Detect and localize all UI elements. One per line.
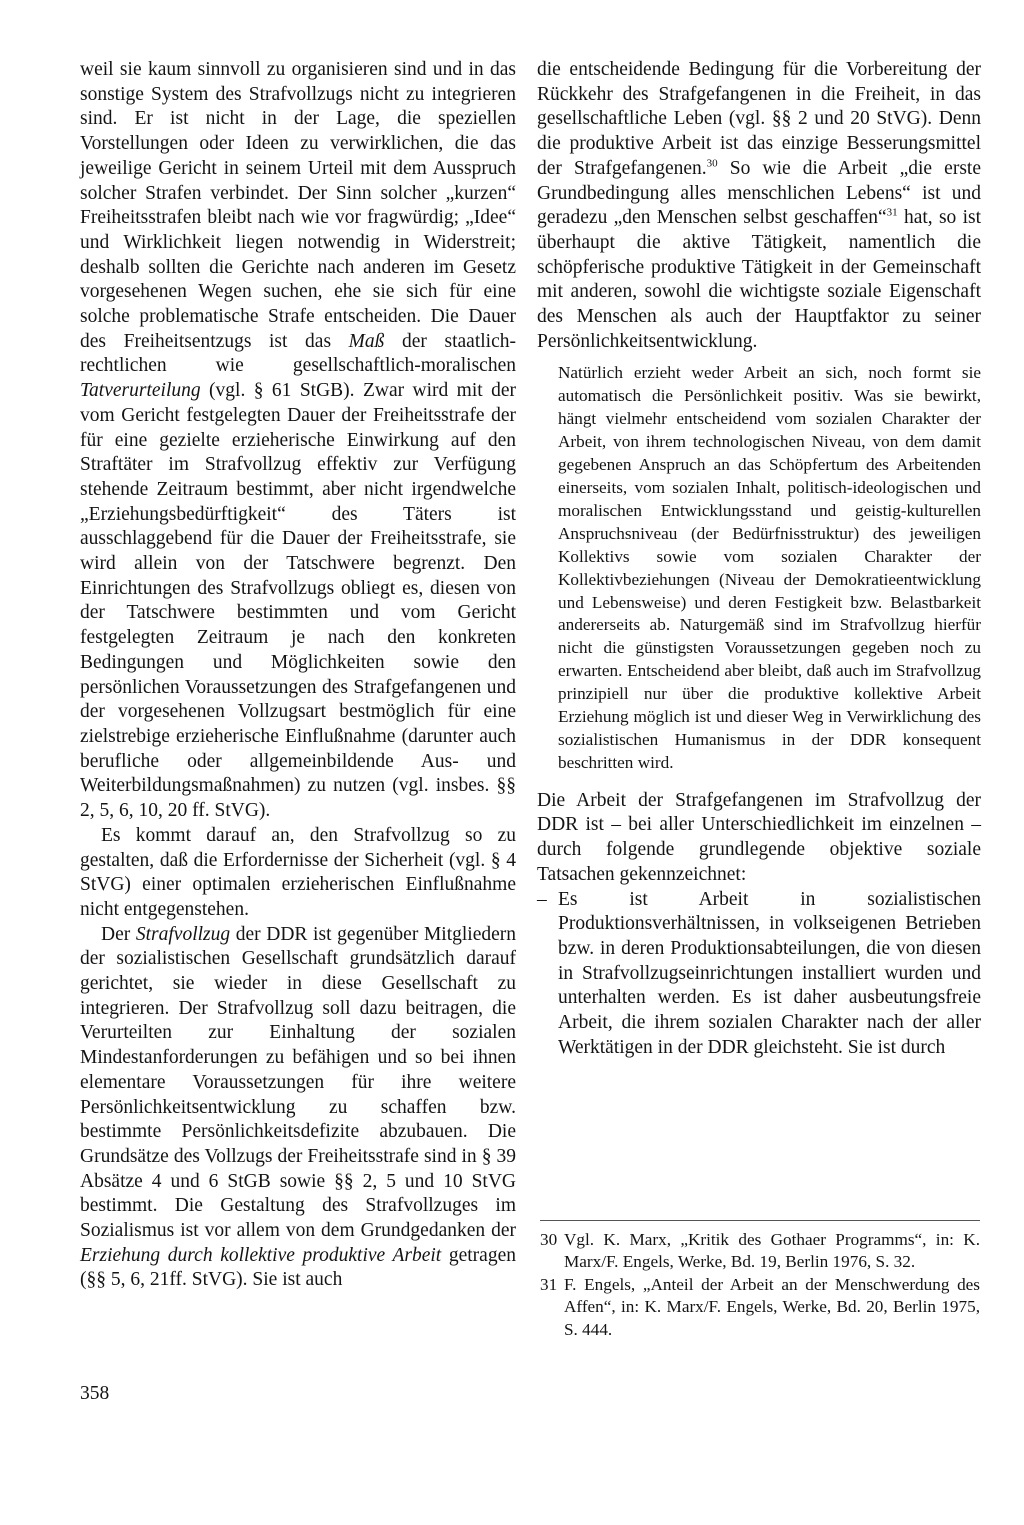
paragraph: die entscheidende Bedingung für die Vorbereitung der Rückkehr des Strafgefangenen in die Freiheit, in das gesellschaftliche Leben (vgl. §§ 2 und 20 StVG). Denn die produktive Arbeit ist das einzige Besserungsmittel der Strafgefangenen.$^{30}$ So wie die Arbeit „die erste Grundbedingung alles menschlichen Lebens“ ist und geradezu „den Menschen selbst geschaffen“$^{31}$ hat, so ist überhaupt die aktive Tätigkeit, namentlich die schöpferische produktive Tätigkeit in der Gemeinschaft mit anderen, sowohl die wichtigste soziale Eigenschaft des Menschen als auch der Hauptfaktor zu seiner Persönlichkeitsentwicklung. [537,59,981,352]
paragraph: Es kommt darauf an, den Strafvollzug so zu gestalten, daß die Erfordernisse der Sicherheit (vgl. § 4 StVG) einer optimalen erzieherischen Einflußnahme nicht entgegenstehen. [80,824,516,920]
footnote-number: 31 [540,1274,558,1294]
paragraph: Der Strafvollzug der DDR ist gegenüber Mitgliedern der sozialistischen Gesellschaft grundsätzlich darauf gerichtet, sie wieder in diese Gesellschaft zu integrieren. Der Strafvollzug soll dazu beitragen, die Verurteilten zur Einhaltung der sozialen Mindestanforderungen zu befähigen und so bei ihnen elementare Voraussetzungen für ihre weitere Persönlichkeitsentwicklung zu schaffen bzw. bestimmte Persönlichkeitsdefizite abzubauen. Die Grundsätze des Vollzugs der Freiheitsstrafe sind in § 39 Absätze 4 und 6 StGB sowie §§ 2, 5 und 10 StVG bestimmt. Die Gestaltung des Strafvollzuges im Sozialismus ist vor allem von dem Grundgedanken der Erziehung durch kollektive produktive Arbeit getragen (§§ 5, 6, 21ff. StVG). Sie ist auch [80,923,517,1291]
block-quote: Natürlich erzieht weder Arbeit an sich, noch formt sie automatisch die Persönlichkeit positiv. Was sie bewirkt, hängt vielmehr entscheidend vom sozialen Charakter der Arbeit, von ihrem technologischen Niveau, von dem damit gegebenen Anspruch an das Schöpfertum des Arbeitenden einerseits, vom sozialen Inhalt, politisch-ideologischen und moralischen Entwicklungsstand und geistig-kulturellen Anspruchsniveau (der Bedürfnisstruktur) des jeweiligen Kollektivs sowie vom sozialen Charakter der Kollektivbeziehungen (Niveau der Demokratieentwicklung und Lebensweise) und deren Festigkeit bzw. Belastbarkeit andererseits ab. Naturgemäß sind im Strafvollzug hierfür nicht die günstigsten Voraussetzungen gegeben noch zu erwarten. Entscheidend aber bleibt, daß auch im Strafvollzug prinzipiell nur über die produktive kollektive Arbeit Erziehung möglich ist und dieser Weg in Verwirklichung des sozialistischen Humanismus in der DDR konsequent beschritten wird. [558,363,981,772]
footnote [540,1274,980,1341]
right-column [537,58,981,1060]
footnote-ref: 30 [706,157,718,170]
emphasis: Strafvollzug [135,923,231,945]
emphasis: Maß [348,330,385,352]
page-number: 358 [80,1383,110,1404]
paragraph: weil sie kaum sinnvoll zu organisieren sind und in das sonstige System des Strafvollzugs nicht zu integrieren sind. Er ist nicht in der Lage, die speziellen Vorstellungen oder Ideen zu verwirklichen, die das jeweilige Gericht in seinem Urteil mit dem Ausspruch solcher Strafen verbindet. Der Sinn solcher „kurzen“ Freiheitsstrafen bleibt nach wie vor fragwürdig; „Idee“ und Wirklichkeit liegen notwendig in Widerstreit; deshalb sollten die Gerichte nach anderen im Gesetz vorgesehenen Wegen suchen, ehe sie sich für eine solche problematische Strafe entscheiden. Die Dauer des Freiheitsentzugs ist das Maß der staatlich-rechtlichen wie gesellschaftlich-moralischen Tatverurteilung (vgl. § 61 StGB). Zwar wird mit der vom Gericht festgelegten Dauer der Freiheitsstrafe der für eine gezielte erzieherische Einwirkung auf den Straftäter im Strafvollzug effektiv zur Verfügung stehende Zeitraum bestimmt, aber nicht irgendwelche „Erziehungsbedürftigkeit“ des Täters ist ausschlaggebend für die Dauer der Freiheitsstrafe, sie wird allein von der Tatschwere begrenzt. Den Einrichtungen des Strafvollzugs obliegt es, diesen von der Tatschwere bestimmten und vom Gericht festgelegten Zeitraum je nach den konkreten Bedingungen und Möglichkeiten sowie den persönlichen Voraussetzungen des Strafgefangenen und der vorgesehenen Vollzugsart bestmöglich für eine zielstrebige erzieherische Einflußnahme (darunter auch berufliche oder allgemeinbildende Aus- und Weiterbildungsmaßnahmen) zu nutzen (vgl. insbes. §§ 2, 5, 6, 10, 20 ff. StVG). [80,59,516,822]
list-item [537,888,981,1061]
emphasis: Tatverurteilung [80,380,201,402]
paragraph: Die Arbeit der Strafgefangenen im Strafvollzug der DDR ist – bei aller Unterschiedlichkeit im einzelnen – durch folgende grundlegende objektive soziale Tatsachen gekennzeichnet: [537,789,981,885]
footnote-number: 30 [540,1230,558,1249]
footnote-text: Vgl. K. Marx, „Kritik des Gothaer Programms“, in: K. Marx/F. Engels, Werke, Bd. 19, Berlin 1976, S. 32. [564,1230,980,1272]
emphasis: Erziehung durch kollektive produktive Arbeit [80,1244,442,1266]
footnote-text: F. Engels, „Anteil der Arbeit an der Menschwerdung des Affen“, in: K. Marx/F. Engels, Werke, Bd. 20, Berlin 1975, S. 444. [564,1274,980,1339]
list-item-text: Es ist Arbeit in sozialistischen Produktionsverhältnissen, in volkseigenen Betrieben bzw. in deren Produktionsabteilungen, die von diesen in Strafvollzugseinrichtungen installiert wurden und unterhalten werden. Es ist daher ausbeutungsfreie Arbeit, die ihrem sozialen Charakter nach der aller Werktätigen in der DDR gleichsteht. Sie ist durch [558,888,981,1058]
footnote-ref: 31 [886,206,898,219]
dash-bullet: – [537,888,547,910]
footnotes [540,1220,980,1341]
left-column [80,58,516,1293]
footnote [540,1229,980,1274]
